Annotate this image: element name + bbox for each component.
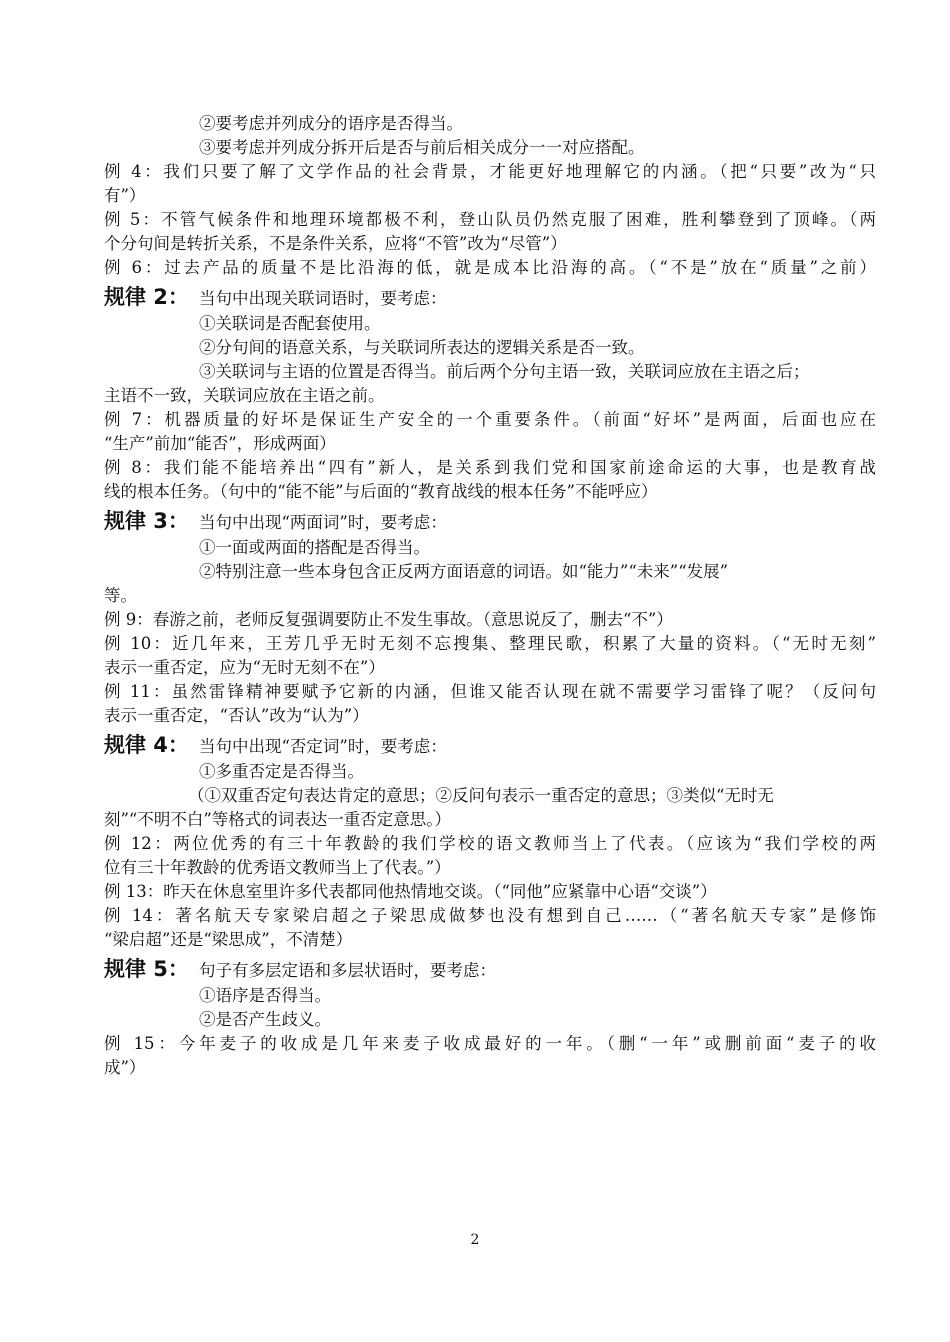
rule-5-title: 规律 5： — [104, 957, 189, 981]
example-10-line-1: 例 10：近几年来，王芳几乎无时无刻不忘搜集、整理民歌，积累了大量的资料。（“无时无刻” — [104, 634, 876, 653]
example-4-line-2: 有”） — [104, 186, 146, 205]
example-9: 例 9：春游之前，老师反复强调要防止不发生事故。（意思说反了，删去“不”） — [104, 610, 673, 629]
example-10-line-2: 表示一重否定，应为“无时无刻不在”） — [104, 658, 385, 677]
example-11-line-1: 例 11：虽然雷锋精神要赋予它新的内涵，但谁又能否认现在就不需要学习雷锋了呢？（反问句 — [104, 682, 876, 701]
example-12-line-1: 例 12：两位优秀的有三十年教龄的我们学校的语文教师当上了代表。（应该为“我们学校的两 — [104, 834, 876, 853]
example-15-line-1: 例 15：今年麦子的收成是几年来麦子收成最好的一年。（删“一年”或删前面“麦子的收 — [104, 1034, 876, 1053]
rule-4-item-2: （①双重否定句表达肯定的意思；②反问句表示一重否定的意思；③类似“无时无 — [188, 786, 774, 805]
example-5-line-1: 例 5：不管气候条件和地理环境都极不利，登山队员仍然克服了困难，胜利攀登到了顶峰。（两 — [104, 210, 876, 229]
rule-2-item-3: ③关联词与主语的位置是否得当。前后两个分句主语一致，关联词应放在主语之后； — [199, 362, 810, 381]
example-6: 例 6：过去产品的质量不是比沿海的低，就是成本比沿海的高。（“不是”放在“质量”之前） — [104, 258, 876, 277]
rule-3-item-1: ①一面或两面的搭配是否得当。 — [199, 538, 430, 557]
rule-2-text: 当句中出现关联词语时，要考虑： — [199, 289, 447, 308]
example-14-line-2: “梁启超”还是“梁思成”，不清楚） — [104, 930, 353, 949]
rule-5-item-1: ①语序是否得当。 — [199, 986, 331, 1005]
rule-2-item-1: ①关联词是否配套使用。 — [199, 314, 381, 333]
example-12-line-2: 位有三十年教龄的优秀语文教师当上了代表。”） — [104, 858, 451, 877]
rule-4-text: 当句中出现“否定词”时，要考虑： — [199, 737, 447, 756]
example-15-line-2: 成”） — [104, 1058, 146, 1077]
example-13: 例 13：昨天在休息室里许多代表都同他热情地交谈。（“同他”应紧靠中心语“交谈”） — [104, 882, 717, 901]
rule-4-title: 规律 4： — [104, 733, 189, 757]
rule-2-title: 规律 2： — [104, 285, 189, 309]
example-14-line-1: 例 14：著名航天专家梁启超之子梁思成做梦也没有想到自己……（“著名航天专家”是修饰 — [104, 906, 876, 925]
rule-5-text: 句子有多层定语和多层状语时，要考虑： — [199, 961, 496, 980]
rule-5-heading — [104, 954, 876, 984]
rule-3-continuation: 等。 — [104, 586, 137, 605]
rule-2-item-2: ②分句间的语意关系，与关联词所表达的逻辑关系是否一致。 — [199, 338, 645, 357]
rule-3-title: 规律 3： — [104, 509, 189, 533]
rule-2-continuation: 主语不一致，关联词应放在主语之前。 — [104, 386, 385, 405]
example-8-line-2: 线的根本任务。（句中的“能不能”与后面的“教育战线的根本任务”不能呼应） — [104, 482, 658, 501]
rule1-item-2: ②要考虑并列成分的语序是否得当。 — [199, 114, 463, 133]
example-4-line-1: 例 4：我们只要了解了文学作品的社会背景，才能更好地理解它的内涵。（把“只要”改为“只 — [104, 162, 876, 181]
document-page — [104, 112, 876, 1080]
rule-3-heading — [104, 506, 876, 536]
page-number: 2 — [470, 1232, 480, 1248]
rule-3-text: 当句中出现“两面词”时，要考虑： — [199, 513, 447, 532]
example-5-line-2: 个分句间是转折关系，不是条件关系，应将“不管”改为“尽管”） — [104, 234, 567, 253]
rule-4-item-1: ①多重否定是否得当。 — [199, 762, 364, 781]
rule-2-heading — [104, 282, 876, 312]
rule-4-continuation: 刻”“不明不白”等格式的词表达一重否定意思。） — [104, 810, 452, 829]
rule-4-heading — [104, 730, 876, 760]
example-7-line-2: “生产”前加“能否”，形成两面） — [104, 434, 336, 453]
example-11-line-2: 表示一重否定，“否认”改为“认为”） — [104, 706, 369, 725]
example-8-line-1: 例 8：我们能不能培养出“四有”新人，是关系到我们党和国家前途命运的大事，也是教育战 — [104, 458, 876, 477]
rule1-item-3: ③要考虑并列成分拆开后是否与前后相关成分一一对应搭配。 — [199, 138, 645, 157]
example-7-line-1: 例 7：机器质量的好坏是保证生产安全的一个重要条件。（前面“好坏”是两面，后面也应在 — [104, 410, 876, 429]
rule-3-item-2: ②特别注意一些本身包含正反两方面语意的词语。如“能力”“未来”“发展” — [199, 562, 729, 581]
rule-5-item-2: ②是否产生歧义。 — [199, 1010, 331, 1029]
